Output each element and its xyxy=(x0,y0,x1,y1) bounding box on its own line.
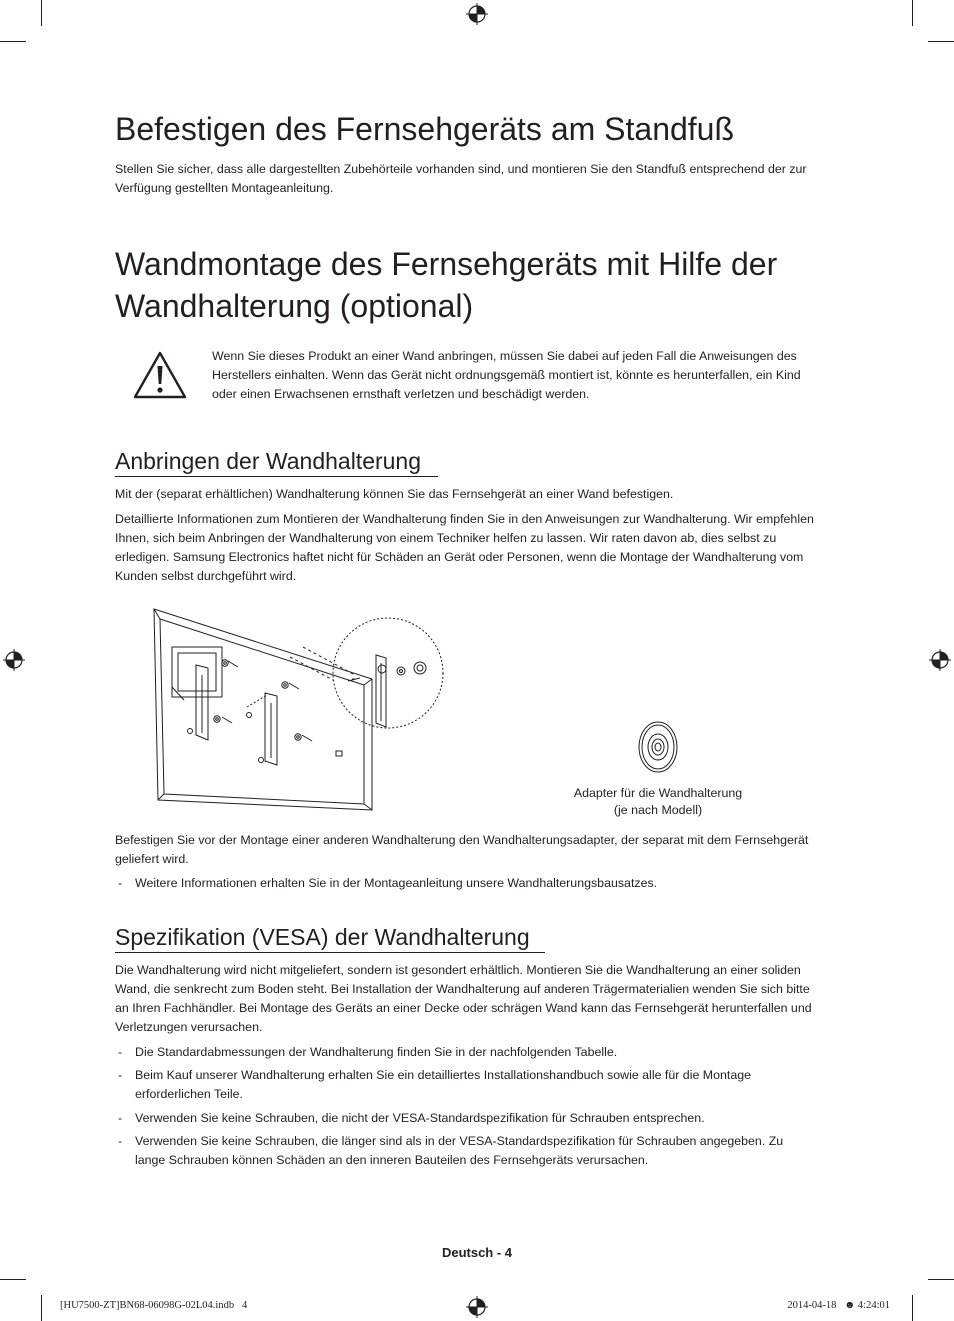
section-title-wall-mount: Wandmontage des Fernsehgeräts mit Hilfe der xyxy=(115,246,778,282)
list-item-text: Die Standardabmessungen der Wandhalterung finden Sie in der nachfolgenden Tabelle. xyxy=(135,1045,618,1059)
subsection-title-vesa: Spezifikation (VESA) der Wandhalterung xyxy=(115,924,530,950)
subsection-title-attach: Anbringen der Wandhalterung xyxy=(115,448,422,474)
registration-mark-icon xyxy=(3,649,25,671)
bullet-marker: - xyxy=(118,1045,123,1059)
list-item-text: Verwenden Sie keine Schrauben, die länger sind als in der VESA-Standardspezifikation für Schrauben angegeben. Zu xyxy=(135,1134,784,1148)
registration-mark-icon xyxy=(466,1296,488,1318)
adapter-instruction-line: geliefert wird. xyxy=(115,852,189,866)
list-item-text: lange Schrauben können Schäden an den inneren Bauteilen des Fernsehgeräts verursachen. xyxy=(135,1153,649,1167)
stand-instructions-line: Verfügung gestellten Montageanleitung. xyxy=(115,181,334,195)
crop-mark xyxy=(912,0,913,26)
warning-text-line: Herstellers einhalten. Wenn das Gerät nicht ordnungsgemäß montiert ist, könnte es herunterfallen, ein Kind xyxy=(212,368,801,382)
adapter-caption xyxy=(548,784,768,820)
crop-mark xyxy=(41,1295,42,1321)
vesa-paragraph-line: an Ihren Fachhändler. Bei Montage des Geräts an einer Decke oder schrägen Wand kann das Fernsehgerät herunterfallen und xyxy=(115,1001,812,1015)
crop-mark xyxy=(928,41,954,42)
crop-mark xyxy=(0,41,26,42)
vesa-paragraph-line: Die Wandhalterung wird nicht mitgeliefert, sondern ist gesondert erhältlich. Montieren Sie die Wandhalterung an einer soliden xyxy=(115,963,801,977)
adapter-instruction-line: Befestigen Sie vor der Montage einer anderen Wandhalterung den Wandhalterungsadapter, der separat mit dem Fernsehgerät xyxy=(115,833,809,847)
vesa-paragraph-line: Wand, die senkrecht zum Boden steht. Bei Installation der Wandhalterung auf anderen Trägermaterialien wenden Sie sich bitte xyxy=(115,982,810,996)
adapter-caption-line: (je nach Modell) xyxy=(613,803,703,817)
section-title-wall-mount: Wandhalterung (optional) xyxy=(115,288,474,324)
crop-mark xyxy=(41,0,42,26)
list-item-text: Weitere Informationen erhalten Sie in der Montageanleitung unsere Wandhalterungsbausatzes. xyxy=(135,876,658,890)
file-name: [HU7500-ZT]BN68-06098G-02L04.indb 4 xyxy=(60,1300,248,1311)
list-item-text: erforderlichen Teile. xyxy=(135,1087,243,1101)
bullet-marker: - xyxy=(118,1111,123,1125)
list-item-text: Verwenden Sie keine Schrauben, die nicht der VESA-Standardspezifikation für Schrauben entsprechen. xyxy=(135,1111,705,1125)
warning-text-line: Wenn Sie dieses Produkt an einer Wand anbringen, müssen Sie dabei auf jeden Fall die Anweisungen des xyxy=(212,349,797,363)
page-title: Befestigen des Fernsehgeräts am Standfuß xyxy=(115,111,735,147)
vesa-paragraph-line: Verletzungen verursachen. xyxy=(115,1020,263,1034)
bullet-marker: - xyxy=(118,1068,123,1082)
list-item-text: Beim Kauf unserer Wandhalterung erhalten Sie ein detailliertes Installationshandbuch sowie alle für die Montage xyxy=(135,1068,751,1082)
warning-text-line: oder einen Erwachsenen ernsthaft verletzen und beschädigt werden. xyxy=(212,387,590,401)
bullet-marker: - xyxy=(118,876,123,890)
attach-paragraph-line: Detaillierte Informationen zum Montieren der Wandhalterung finden Sie in den Anweisungen zur Wandhalterung. Wir empfehlen xyxy=(115,512,814,526)
crop-mark xyxy=(0,1279,26,1280)
attach-paragraph-line: Kunden selbst durchgeführt wird. xyxy=(115,569,297,583)
page-number: Deutsch - 4 xyxy=(441,1245,513,1260)
list-item xyxy=(118,1132,838,1172)
print-timestamp: 2014-04-18 ☻ 4:24:01 xyxy=(787,1300,890,1311)
subsection-underline xyxy=(115,952,545,953)
wall-mount-adapter-icon xyxy=(636,719,680,775)
subsection-underline xyxy=(115,476,438,477)
attach-paragraph: Mit der (separat erhältlichen) Wandhalterung können Sie das Fernsehgerät an einer Wand befestigen. xyxy=(115,487,674,501)
crop-mark xyxy=(912,1295,913,1321)
warning-triangle-icon xyxy=(132,350,188,400)
adapter-caption-line: Adapter für die Wandhalterung xyxy=(573,786,743,800)
stand-instructions-line: Stellen Sie sicher, dass alle dargestellten Zubehörteile vorhanden sind, und montieren Sie den Standfuß entsprechend der zur xyxy=(115,162,807,176)
registration-mark-icon xyxy=(929,649,951,671)
crop-mark xyxy=(928,1279,954,1280)
list-item xyxy=(118,1066,838,1106)
attach-paragraph-line: erledigen. Samsung Electronics haftet nicht für Schäden an Gerät oder Personen, wenn die Montage der Wandhalterung vom xyxy=(115,550,804,564)
attach-paragraph-line: Ihnen, sich beim Anbringen der Wandhalterung von einem Techniker helfen zu lassen. Wir raten davon ab, dies selbst zu xyxy=(115,531,777,545)
registration-mark-icon xyxy=(466,3,488,25)
bullet-marker: - xyxy=(118,1134,123,1148)
wall-mount-illustration xyxy=(150,605,450,815)
